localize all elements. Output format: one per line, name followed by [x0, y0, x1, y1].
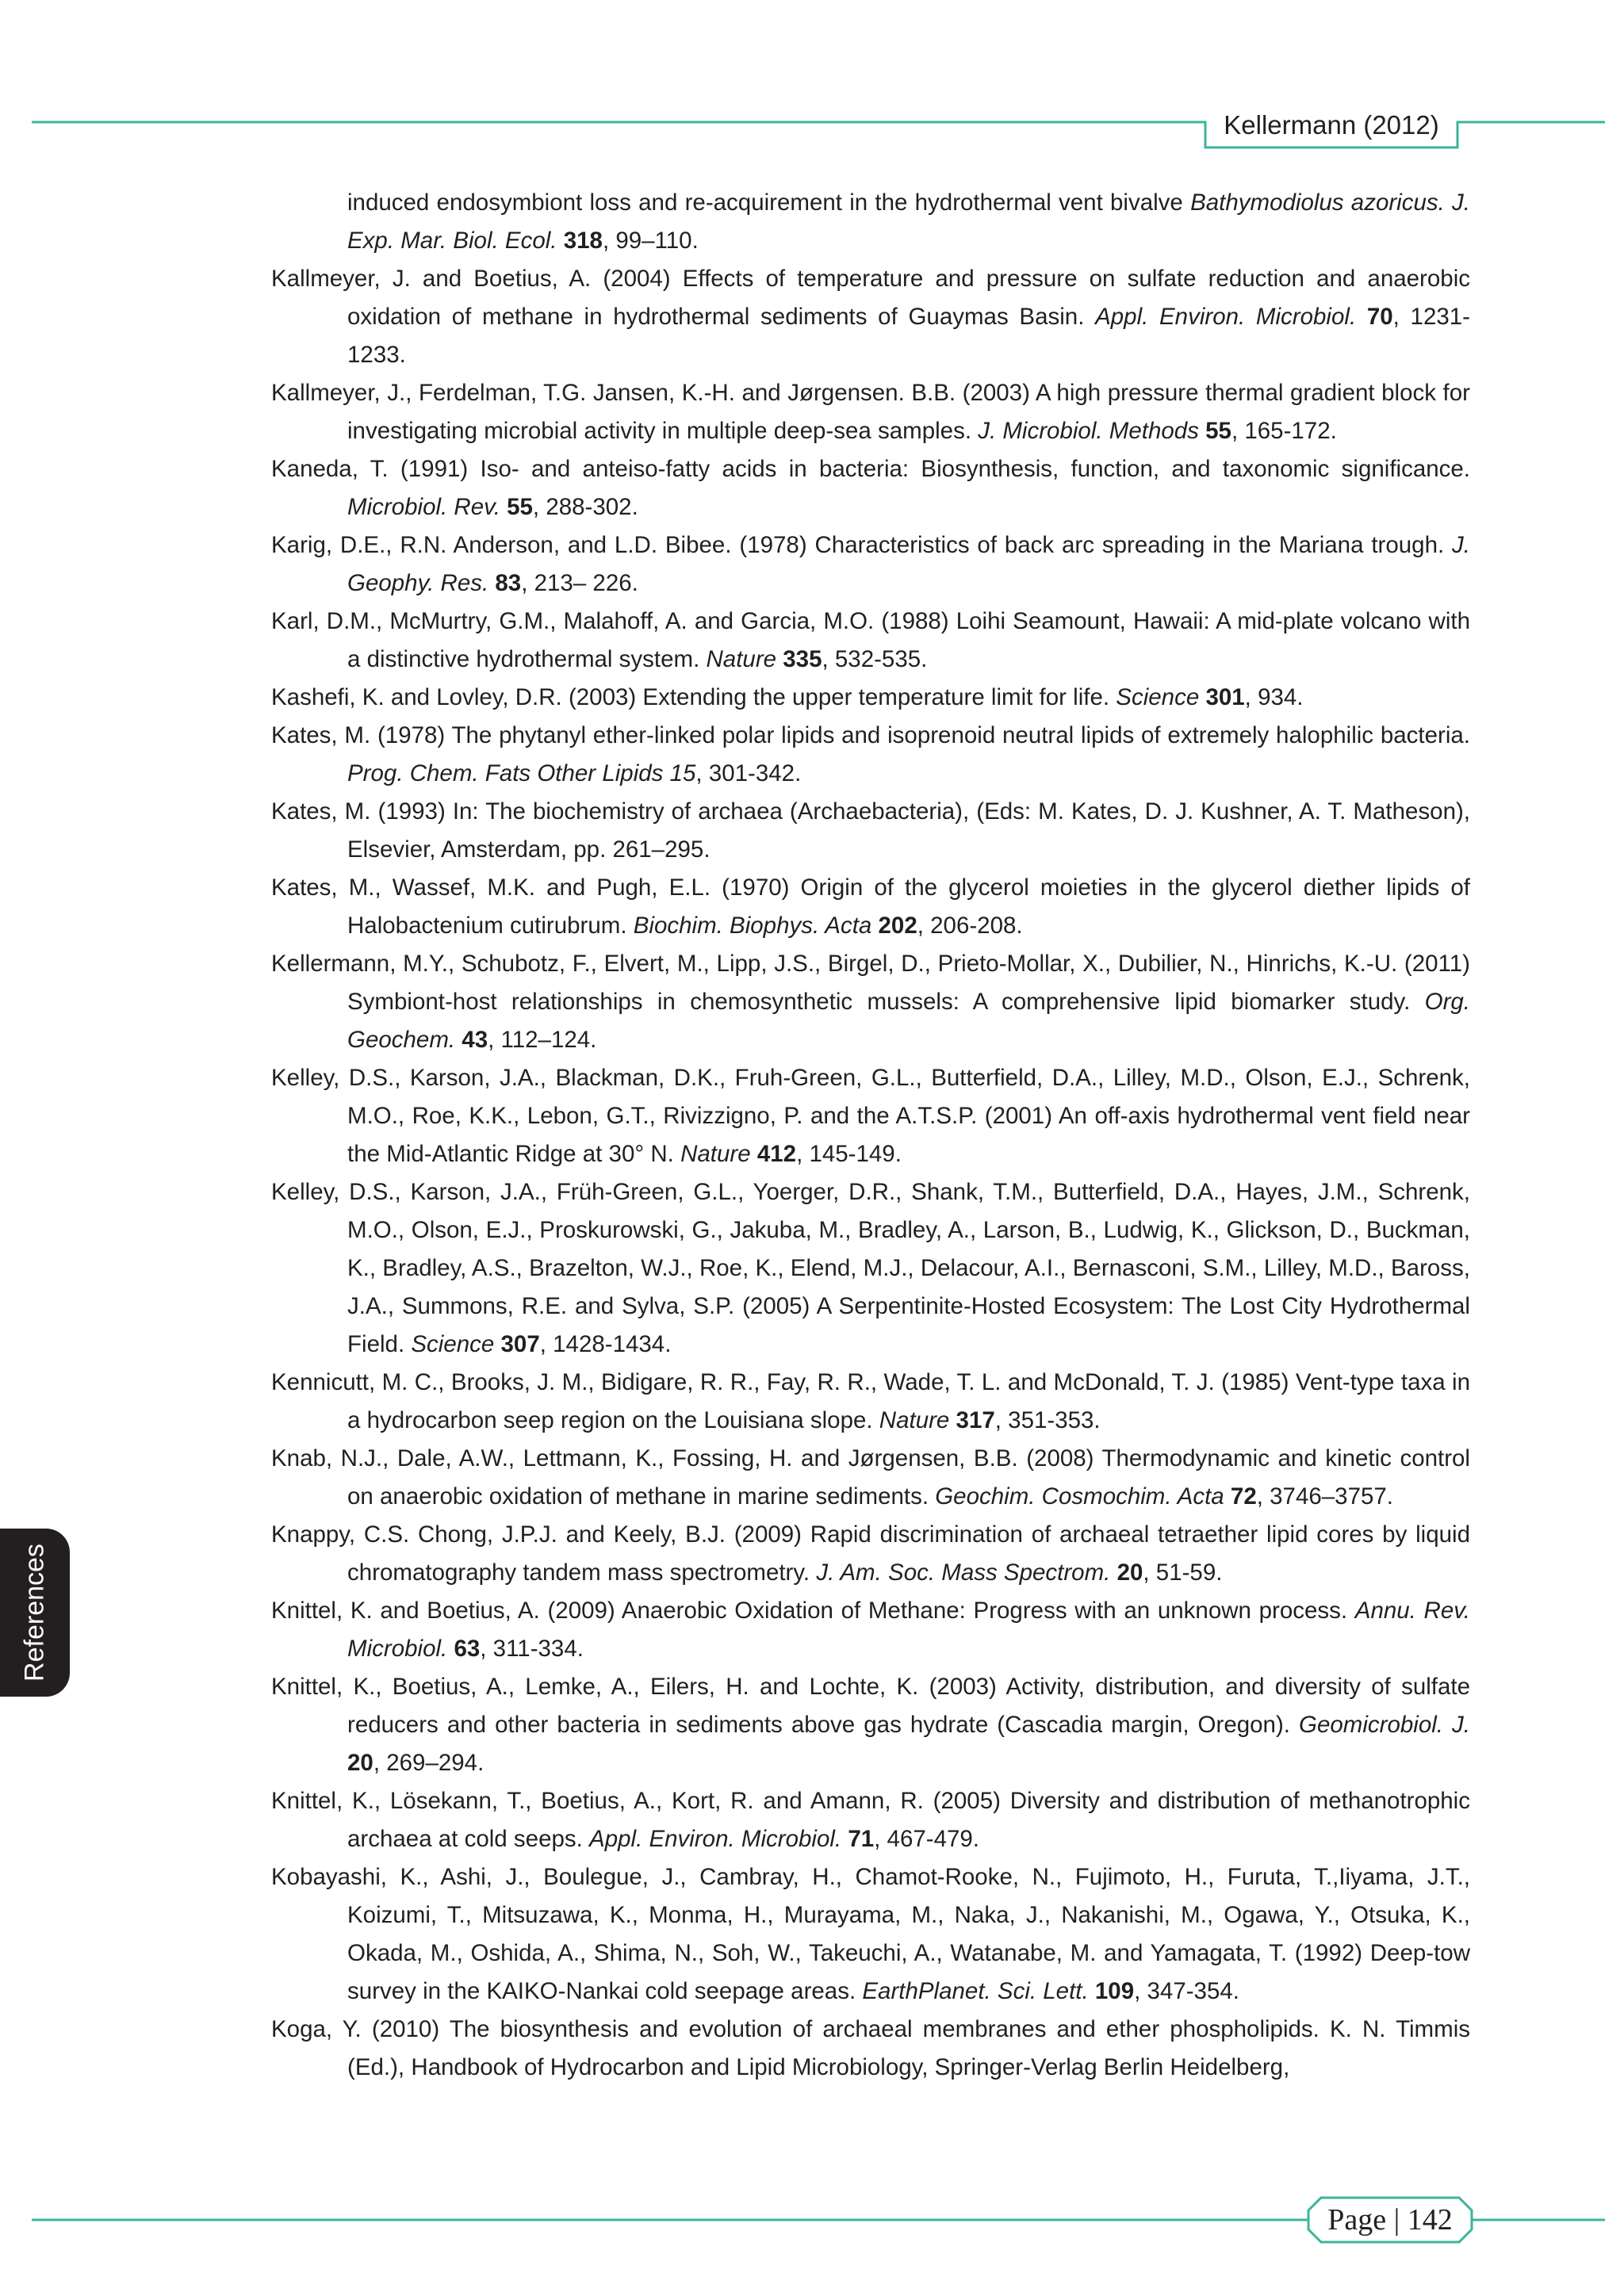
reference-text: 20 — [1116, 1559, 1143, 1586]
reference-text: 63 — [454, 1636, 481, 1662]
reference-text: Biochim. Biophys. Acta — [633, 913, 872, 939]
reference-text: 20 — [347, 1750, 373, 1776]
reference-text: , 213– 226. — [521, 570, 638, 596]
reference-text: 412 — [756, 1141, 797, 1167]
reference-text: induced endosymbiont loss and re-acquirement in the hydrothermal vent bivalve — [347, 189, 1191, 216]
reference-text: Appl. Environ. Microbiol. — [589, 1826, 842, 1852]
reference-text: 55 — [507, 494, 533, 520]
reference-text: , 532-535. — [822, 646, 928, 672]
section-tab-label: References — [19, 1544, 50, 1682]
reference-text: J. Am. Soc. Mass Spectrom. — [816, 1559, 1111, 1586]
reference-text: , 301-342. — [695, 760, 802, 786]
reference-text: Prog. Chem. Fats Other Lipids 15 — [347, 760, 696, 786]
reference-text: 43 — [462, 1027, 488, 1053]
reference-text: 109 — [1094, 1978, 1135, 2004]
reference-text: Science — [1116, 684, 1200, 710]
reference-text: Appl. Environ. Microbiol. — [1095, 304, 1357, 330]
page-number: Page | 142 — [1327, 2203, 1453, 2237]
reference-text: 72 — [1230, 1483, 1257, 1510]
reference-text: EarthPlanet. Sci. Lett. — [862, 1978, 1089, 2004]
reference-text: Kelley, D.S., Karson, J.A., Früh-Green, G.L., Yoerger, D.R., Shank, T.M., Butterfield, D.A., Hayes, J.M., Schrenk, M.O., Olson, E.J., Proskurowski, G., Jakuba, M., Bradley, A., Larson, B., Ludwig, K., Glickson, D., Buckman, K., Bradley, A.S., Brazelton, W.J., Roe, K., Elend, M.J., Delacour, A.I., Bernasconi, S.M., Lilley, M.D., Baross, J.A., Summons, R.E. and Sylva, S.P. (2005) A Serpentinite-Hosted Ecosystem: The Lost City Hydrothermal Field. — [271, 1179, 1470, 1357]
reference-text: Karig, D.E., R.N. Anderson, and L.D. Bibee. (1978) Characteristics of back arc spreading in the Mariana trough. — [271, 532, 1453, 558]
reference-text: J. Geophy. Res. — [347, 532, 1470, 596]
reference-text: Kallmeyer, J. and Boetius, A. (2004) Effects of temperature and pressure on sulfate reduction and anaerobic oxidation of methane in hydrothermal sediments of Guaymas Basin. — [271, 266, 1470, 330]
reference-text: , 311-334. — [480, 1636, 584, 1662]
reference-text: Karl, D.M., McMurtry, G.M., Malahoff, A. and Garcia, M.O. (1988) Loihi Seamount, Hawaii: A mid-plate volcano with a distinctive hydrothermal system. — [271, 608, 1470, 672]
reference-text: , 351-353. — [994, 1407, 1101, 1433]
reference-text: 202 — [878, 913, 917, 939]
reference-text: Knab, N.J., Dale, A.W., Lettmann, K., Fossing, H. and Jørgensen, B.B. (2008) Thermodynamic and kinetic control on anaerobic oxidation of methane in marine sediments. — [271, 1445, 1470, 1510]
reference-text: Kennicutt, M. C., Brooks, J. M., Bidigare, R. R., Fay, R. R., Wade, T. L. and McDonald, T. J. (1985) Vent-type taxa in a hydrocarbon seep region on the Louisiana slope. — [271, 1369, 1470, 1433]
reference-text: Nature — [680, 1141, 751, 1167]
reference-text: Knittel, K. and Boetius, A. (2009) Anaerobic Oxidation of Methane: Progress with an unknown process. — [271, 1598, 1355, 1624]
reference-text: Kelley, D.S., Karson, J.A., Blackman, D.K., Fruh-Green, G.L., Butterfield, D.A., Lilley, M.D., Olson, E.J., Schrenk, M.O., Roe, K.K., Lebon, G.T., Rivizzigno, P. and the A.T.S.P. (2001) An off-axis hydrothermal vent field near the Mid-Atlantic Ridge at 30° N. — [271, 1065, 1470, 1167]
reference-text: Geochim. Cosmochim. Acta — [935, 1483, 1224, 1510]
reference-text: , 1231-1233. — [347, 304, 1470, 368]
reference-text: , 3746–3757. — [1256, 1483, 1393, 1510]
reference-text: 71 — [848, 1826, 875, 1852]
reference-text: , 99–110. — [602, 228, 699, 254]
reference-text: Bathymodiolus azoricus. J. Exp. Mar. Biol. Ecol. — [347, 189, 1470, 254]
reference-text: Knappy, C.S. Chong, J.P.J. and Keely, B.J. (2009) Rapid discrimination of archaeal tetraether lipid cores by liquid chromatography tandem mass spectrometry. — [271, 1521, 1470, 1586]
reference-text: 70 — [1366, 304, 1393, 330]
reference-text: , 1428-1434. — [539, 1331, 672, 1357]
reference-text: Kallmeyer, J., Ferdelman, T.G. Jansen, K.-H. and Jørgensen. B.B. (2003) A high pressure thermal gradient block for investigating microbial activity in multiple deep-sea samples. — [271, 380, 1470, 444]
reference-text: , 347-354. — [1134, 1978, 1239, 2004]
reference-text: , 934. — [1244, 684, 1304, 710]
reference-text: Nature — [706, 646, 777, 672]
reference-text: Geomicrobiol. J. — [1299, 1712, 1470, 1738]
reference-text: Knittel, K., Lösekann, T., Boetius, A., Kort, R. and Amann, R. (2005) Diversity and distribution of methanotrophic archaea at cold seeps. — [271, 1788, 1470, 1852]
reference-text: Microbiol. Rev. — [347, 494, 500, 520]
reference-text: Kobayashi, K., Ashi, J., Boulegue, J., Cambray, H., Chamot-Rooke, N., Fujimoto, H., Furuta, T.,Iiyama, J.T., Koizumi, T., Mitsuzawa, K., Monma, H., Murayama, M., Naka, J., Nakanishi, M., Ogawa, Y., Otsuka, K., Okada, M., Oshida, A., Shima, N., Soh, W., Takeuchi, A., Watanabe, M. and Yamagata, T. (1992) Deep-tow survey in the KAIKO-Nankai cold seepage areas. — [271, 1864, 1470, 2004]
reference-text: Annu. Rev. Microbiol. — [347, 1598, 1470, 1662]
reference-text: , 165-172. — [1231, 418, 1337, 444]
reference-text: 55 — [1205, 418, 1231, 444]
reference-text: Kates, M., Wassef, M.K. and Pugh, E.L. (1970) Origin of the glycerol moieties in the glycerol diether lipids of Halobactenium cutirubrum. — [271, 874, 1470, 939]
reference-text: Knittel, K., Boetius, A., Lemke, A., Eilers, H. and Lochte, K. (2003) Activity, distribution, and diversity of sulfate reducers and other bacteria in sediments above gas hydrate (Cascadia margin, Oregon). — [271, 1674, 1470, 1738]
reference-text: Kellermann, M.Y., Schubotz, F., Elvert, M., Lipp, J.S., Birgel, D., Prieto-Mollar, X., Dubilier, N., Hinrichs, K.-U. (2011) Symbiont-host relationships in chemosynthetic mussels: A comprehensive lipid biomarker study. — [271, 951, 1470, 1015]
reference-text: 317 — [956, 1407, 995, 1433]
reference-text: , 467-479. — [874, 1826, 979, 1852]
reference-text: Science — [411, 1331, 495, 1357]
reference-text: , 112–124. — [488, 1027, 597, 1053]
reference-text: Kates, M. (1993) In: The biochemistry of archaea (Archaebacteria), (Eds: M. Kates, D. J. Kushner, A. T. Matheson), Elsevier, Amsterdam, pp. 261–295. — [271, 798, 1470, 863]
running-header-title: Kellermann (2012) — [1224, 110, 1439, 140]
reference-text: Kates, M. (1978) The phytanyl ether-linked polar lipids and isoprenoid neutral lipids of extremely halophilic bacteria. — [271, 722, 1470, 748]
reference-text: J. Microbiol. Methods — [978, 418, 1199, 444]
reference-text: , 206-208. — [917, 913, 1023, 939]
reference-text: , 51-59. — [1143, 1559, 1223, 1586]
reference-text: Org. Geochem. — [347, 989, 1470, 1053]
reference-text: 301 — [1205, 684, 1245, 710]
reference-text: , 288-302. — [532, 494, 638, 520]
reference-text: 307 — [500, 1331, 540, 1357]
reference-text: , 145-149. — [796, 1141, 902, 1167]
reference-text: Kaneda, T. (1991) Iso- and anteiso-fatty acids in bacteria: Biosynthesis, function, and taxonomic significance. — [271, 456, 1470, 482]
reference-text: Nature — [879, 1407, 950, 1433]
reference-text: 83 — [495, 570, 522, 596]
reference-text: 318 — [563, 228, 603, 254]
reference-text: Kashefi, K. and Lovley, D.R. (2003) Extending the upper temperature limit for life. — [271, 684, 1116, 710]
reference-text: Koga, Y. (2010) The biosynthesis and evolution of archaeal membranes and ether phospholipids. K. N. Timmis (Ed.), Handbook of Hydrocarbon and Lipid Microbiology, Springer-Verlag Berlin Heidelberg, — [271, 2016, 1470, 2080]
reference-text: 335 — [783, 646, 822, 672]
reference-text: , 269–294. — [373, 1750, 485, 1776]
